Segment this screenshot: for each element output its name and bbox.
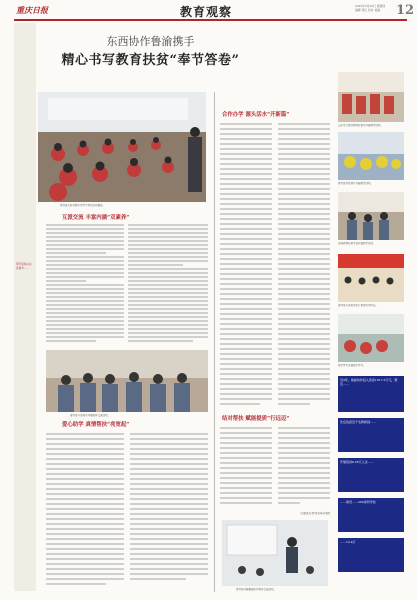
text-lines <box>220 424 330 512</box>
right-caption-1: 山东对口帮扶教师在奉节开展教学活动。 <box>338 124 384 127</box>
right-photo-2 <box>338 132 404 180</box>
text-lines <box>220 120 330 410</box>
section-title: 教育观察 <box>180 5 233 19</box>
photo-caption-2: 奉节县与济南市开展教育交流活动。 <box>70 414 111 417</box>
lead-paragraph: 奉节县和山东济南市…… <box>16 263 32 270</box>
photo-bottom-middle <box>222 520 328 586</box>
section-2-text <box>46 430 208 590</box>
right-photo-4-graphic <box>338 254 404 302</box>
right-photo-3-graphic <box>338 192 404 240</box>
text-lines <box>46 222 124 346</box>
right-caption-2: 奉节县学校师生开展教学活动。 <box>338 182 374 185</box>
article-headline: 精心书写教育扶贫“奉节答卷” <box>61 53 240 68</box>
right-photo-2-graphic <box>338 132 404 180</box>
main-photo <box>38 92 206 202</box>
right-photo-1-graphic <box>338 72 404 122</box>
article-kicker: 东西协作鲁渝携手 <box>106 35 195 48</box>
info-box-2-text: 先后选派近千名教师到…… <box>340 420 377 424</box>
info-box-5-text: ……12.4万 <box>340 540 356 544</box>
info-box-1 <box>338 376 404 412</box>
left-sidebar <box>14 23 36 591</box>
right-caption-5: 奉节学生在课堂中学习。 <box>338 364 366 367</box>
section-1-text-col2 <box>128 222 208 346</box>
photo-caption-bottom: 奉节县开展鲁渝协作教育交流活动。 <box>236 588 277 591</box>
info-box-4 <box>338 498 404 532</box>
page-number: 12 <box>396 3 415 18</box>
info-box-3-text: 开展培训6.05万人次…… <box>340 460 374 464</box>
text-lines <box>128 222 208 346</box>
photo-2 <box>46 350 208 412</box>
right-photo-5 <box>338 314 404 362</box>
classroom-teacher-graphic <box>222 520 328 586</box>
right-photo-1 <box>338 72 404 122</box>
section-3-text <box>220 120 330 410</box>
section-title-4: 结对帮扶 赋能提质“行远迈” <box>222 416 290 422</box>
info-box-2 <box>338 418 404 452</box>
section-4-text <box>220 424 330 512</box>
right-caption-3: 济南教师在奉节县开展教学活动。 <box>338 242 376 245</box>
right-photo-3 <box>338 192 404 240</box>
right-photo-4 <box>338 254 404 302</box>
section-1-text <box>46 222 124 346</box>
info-box-3 <box>338 458 404 492</box>
editor-line: 编辑 责任 校对 美编 <box>355 7 381 12</box>
date-block <box>355 5 395 12</box>
column-divider <box>214 92 215 592</box>
right-caption-4: 奉节县与济南市签订教育协作协议。 <box>338 304 379 307</box>
byline: 文/通讯员 图/受访单位供图 <box>300 512 330 515</box>
classroom-photo-graphic <box>38 92 206 202</box>
right-photo-5-graphic <box>338 314 404 362</box>
page-header <box>0 0 417 22</box>
date-line: 2020年3月26日 星期四 <box>355 4 386 8</box>
info-box-1-text: 近3年，鲁渝协作投入资金1617.5万元，惠及…… <box>340 378 398 386</box>
teachers-photo-graphic <box>46 350 208 412</box>
section-title-1: 互派交流 丰富内涵“双素养” <box>62 215 130 221</box>
section-title-3: 合作办学 源头活水“开新篇” <box>222 112 290 118</box>
info-box-5 <box>338 538 404 572</box>
text-lines <box>46 430 208 590</box>
section-title-2: 爱心助学 真情帮扶“亮宽起” <box>62 422 130 428</box>
header-rule <box>14 19 407 21</box>
info-box-4-text: ……建设……200余所学校 <box>340 500 376 504</box>
masthead: 重庆日报 <box>16 5 48 15</box>
photo-caption-1: 奉节县实验初级中学学生参加互动课堂。 <box>60 204 106 207</box>
